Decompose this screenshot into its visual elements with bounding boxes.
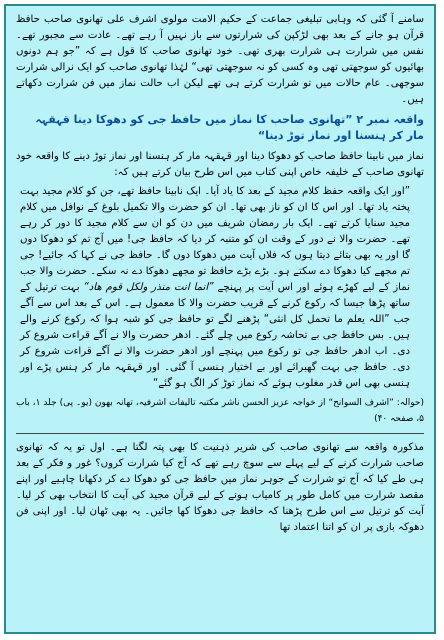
section-heading bbox=[16, 112, 424, 144]
arabic-verse: ”انما انت منذر ولکل قوم ھاد“ bbox=[83, 282, 214, 293]
divider bbox=[16, 433, 424, 434]
quote-text: ”اور ایک واقعہ حفظ کلام مجید کے بعد کا یاد آیا۔ ایک نابینا حافظ تھے، جن کو کلام مجید بہت پختہ یاد تھا۔ اور اس کا ان کو ناز بھی تھا۔ ان کو حضرت والا تکمیل بلوغ کے نوافل میں کلام مجید سنایا کرتے تھے۔ ایک بار رمضان شریف میں دن کو ان سے کلام مجید کا دور کر رہے تھے۔ حضرت والا نے دور کے وقت ان کو متنبہ کر دیا کہ حافظ جی! میں آج تم کو دھوکا دوں گا اور یہ بھی بتائے دیتا ہوں کہ فلاں آیت میں دھوکا دوں گا۔ حافظ جی نے کہا کہ جائیے! جی تم مجھے کیا دھوکا دے سکتے ہو۔ بڑے بڑے حافظ تو مجھے دھوکا دے نہ سکے۔ حضرت والا جب نماز کے لیے کھڑے ہوئے اور اس آیت پر پہنچے bbox=[20, 186, 410, 293]
body-paragraph-1: نماز میں نابینا حافظ صاحب کو دھوکا دینا اور قہقہہ مار کر ہنسنا اور نماز توڑ دینے کا واقعہ خود تھانوی صاحب کے خلیفہ خاص اپنی کتاب میں اس طرح بیان کرتے ہیں کہ: bbox=[16, 151, 424, 178]
conclusion-paragraph: مذکورہ واقعہ سے تھانوی صاحب کی شریر ذہنیت کا بھی پتہ لگتا ہے۔ اول تو یہ کہ تھانوی صاحب شرارت کرنے کے لیے پہلے سے سوچ رہے تھے کہ آج کیا شرارت کروں؟ غور و فکر کے بعد ہی طے کیا کہ آج تو شرارت کے جوہر نماز میں حافظ جی کو دھوکا دے کر دکھانا چاہیے اور اپنے مقصد شرارت میں کامل طور پر کامیاب ہونے کے لیے قرآن مجید کی آیت کا انتخاب بھی کر لیا۔ آیت کو ترتیل سے اس طرح پڑھنا کہ حافظ جی دھوکا کھا جائیں۔ یہ بھی ٹھان لیا۔ اور اپنی فن دھوکہ بازی پر ان کو اتنا اعتماد تھا bbox=[16, 442, 424, 533]
heading-title: ”تھانوی صاحب کا نماز میں حافظ جی کو دھوکا دینا قہقہہ مار کر ہنسنا اور نماز توڑ دینا“ bbox=[35, 113, 424, 142]
quote-text-2: بہت ترتیل کے ساتھ پڑھا جیسا کہ رکوع کرنے کے قریب حضرت والا کا معمول ہے۔ اس کے بعد اس سے آگے جب ”اللہ یعلم ما تحمل کل انثی“ پڑھنے لگے تو حافظ جی کو شبہ ہوا کہ رکوع کرنے والے ہیں۔ بس حافظ جی بے تحاشہ رکوع میں چلے گئے۔ ادھر حضرت والا نے آگے قراءت شروع کر دی۔ اب ادھر حافظ جی تو رکوع میں پہنچے اور ادھر حضرت والا نے آگے قراءت شروع کر دی۔ حافظ جی بہت گھبرائے اور بے اختیار ہنسی آ گئی۔ اور قہقہہ مار کر ہنس پڑے اور ہنسی بھی اس قدر مغلوب ہوئے کہ نماز توڑ کر الگ ہو گئے“ bbox=[20, 282, 410, 389]
document-page bbox=[16, 12, 424, 626]
intro-paragraph: سامنے آ گئی کہ وہابی تبلیغی جماعت کے حکیم الامت مولوی اشرف علی تھانوی صاحب حافظ قرآن ہو جانے کے بعد بھی لڑکپن کی شرارتوں سے باز نہیں آ رہے تھے۔ عادت سے مجبور تھے۔ نفس میں شرارت ہی شرارت بھری تھی۔ خود تھانوی صاحب کا قول ہے کہ ”جو ہم دونوں بھائیوں کو سوجھتی تھی وہ کسی کو نہ سوجھتی تھی“ لہٰذا تھانوی صاحب کو ایک نرالی شرارت سوجھی۔ عام حالات میں تو شرارت کرتے ہی تھے لیکن اب حالت نماز میں فن شرارت دکھاتے ہیں۔ bbox=[16, 14, 424, 105]
page-frame bbox=[4, 4, 436, 634]
quote-paragraph bbox=[20, 184, 410, 392]
heading-label: واقعہ نمبر ۲ bbox=[356, 113, 424, 126]
reference-citation: (حوالہ: ”اشرف السوانح“ از خواجہ عزیز الحسن ناشر مکتبہ تالیفات اشرفیہ، تھانہ بھون (یو۔ پی) جلد ۱، باب ۵، صفحہ ۴۰) bbox=[16, 398, 424, 424]
